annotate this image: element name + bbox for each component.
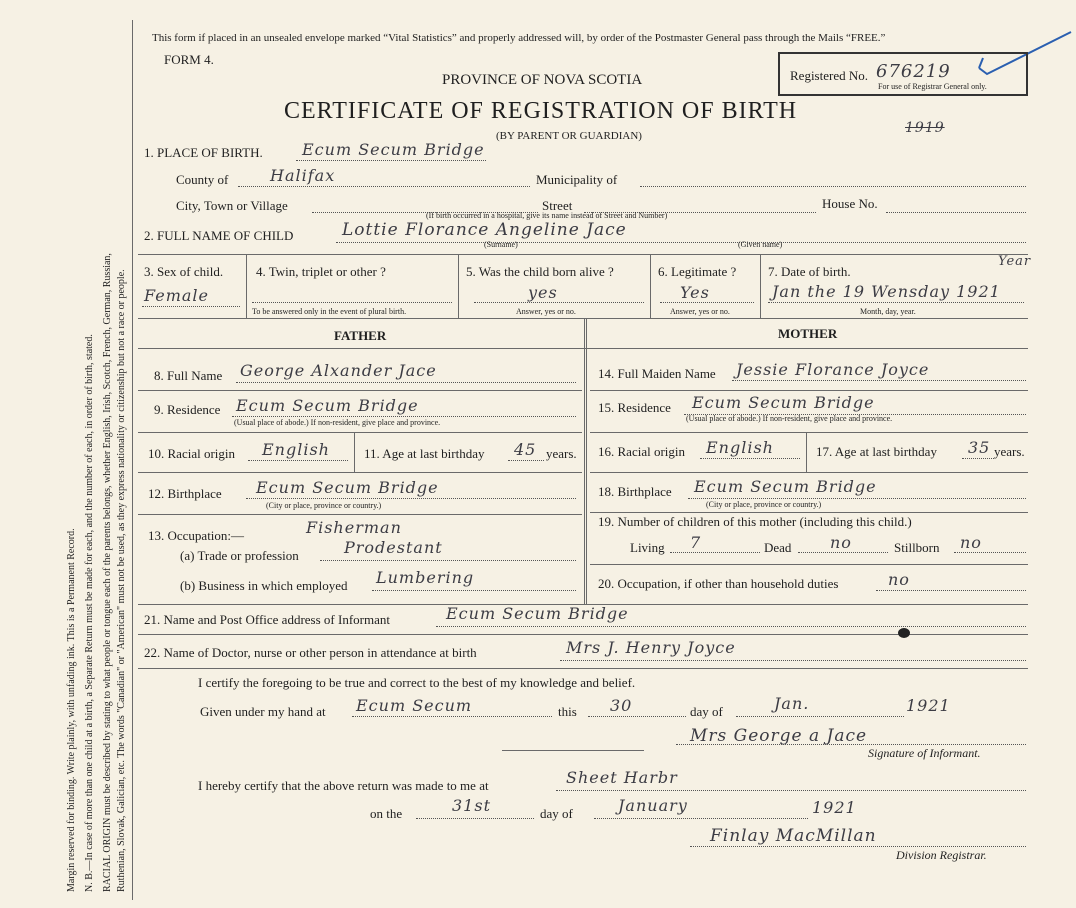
registrar-day-value: 31st [452, 796, 491, 815]
registrar-day-of-label: day of [540, 806, 573, 821]
child-name-label: 2. FULL NAME OF CHILD [144, 228, 294, 243]
stillborn-label: Stillborn [894, 540, 940, 555]
stillborn-value: no [960, 533, 982, 552]
given-month-value: Jan. [774, 694, 810, 713]
margin-rule [132, 20, 133, 900]
birth-date-label: 7. Date of birth. [768, 264, 851, 279]
place-of-birth-value: Ecum Secum Bridge [302, 140, 485, 159]
father-name-label: 8. Full Name [154, 368, 223, 383]
given-year-value: 1921 [906, 696, 951, 715]
mother-occupation-label: 20. Occupation, if other than household duties [598, 576, 839, 591]
certificate-subtitle: (BY PARENT OR GUARDIAN) [496, 130, 642, 142]
mother-name-value: Jessie Florance Joyce [736, 360, 930, 379]
registrar-only-note: For use of Registrar General only. [878, 82, 987, 91]
mother-name-label: 14. Full Maiden Name [598, 366, 716, 381]
father-occupation-value: Fisherman [306, 518, 402, 537]
on-the-label: on the [370, 806, 403, 821]
registered-label: Registered No. [790, 68, 868, 83]
twin-note: To be answered only in the event of plural birth. [252, 307, 407, 316]
given-place-value: Ecum Secum [356, 696, 473, 715]
child-name-value: Lottie Florance Angeline Jace [342, 220, 627, 240]
county-label: County of [176, 172, 229, 187]
alive-label: 5. Was the child born alive ? [466, 264, 614, 279]
living-value: 7 [690, 533, 702, 552]
place-of-birth-label: 1. PLACE OF BIRTH. [144, 145, 263, 160]
margin-note-racial-origin-cont: Ruthenian, Slovak, Galician, etc. The words "Canadian" or "American" must not be used, as they express nationality or citizenship but not a race or people. [116, 269, 127, 892]
legitimate-value: Yes [680, 283, 710, 302]
father-residence-value: Ecum Secum Bridge [236, 396, 419, 415]
registrar-signature: Finlay MacMillan [710, 826, 877, 846]
doctor-label: 22. Name of Doctor, nurse or other person in attendance at birth [144, 645, 477, 660]
margin-note-racial-origin: RACIAL ORIGIN must be described by stating to what people or tongue each of the parents belongs, whether English, Irish, Scotch, French, German, Russian, [102, 253, 113, 892]
twin-label: 4. Twin, triplet or other ? [256, 264, 386, 279]
trade-label: (a) Trade or profession [180, 548, 299, 563]
children-count-label: 19. Number of children of this mother (including this child.) [598, 514, 912, 529]
mother-racial-label: 16. Racial origin [598, 444, 686, 459]
registrar-certify-statement: I hereby certify that the above return was made to me at [198, 778, 489, 793]
legitimate-label: 6. Legitimate ? [658, 264, 737, 279]
dead-value: no [830, 533, 852, 552]
struck-number: 1919 [905, 120, 945, 136]
father-heading: FATHER [334, 328, 387, 343]
mother-residence-value: Ecum Secum Bridge [692, 393, 875, 412]
business-label: (b) Business in which employed [180, 578, 348, 593]
father-age-unit: years. [546, 446, 577, 461]
father-name-value: George Alxander Jace [240, 361, 437, 380]
ink-blot [898, 628, 910, 638]
birth-date-note: Month, day, year. [860, 307, 916, 316]
street-label: Street [542, 198, 573, 213]
mother-age-unit: years. [994, 444, 1025, 459]
alive-value: yes [528, 283, 558, 302]
father-birthplace-label: 12. Birthplace [148, 486, 222, 501]
father-residence-label: 9. Residence [154, 402, 221, 417]
mother-age-label: 17. Age at last birthday [816, 444, 937, 459]
given-under-hand-label: Given under my hand at [200, 704, 326, 719]
registrar-month-value: January [618, 796, 688, 815]
sex-value: Female [144, 286, 209, 305]
municipality-label: Municipality of [536, 172, 618, 187]
father-racial-label: 10. Racial origin [148, 446, 236, 461]
registration-box [778, 52, 1028, 96]
house-number-label: House No. [822, 196, 878, 211]
registrar-year-value: 1921 [812, 798, 857, 817]
alive-note: Answer, yes or no. [516, 307, 576, 316]
legitimate-note: Answer, yes or no. [670, 307, 730, 316]
county-value: Halifax [270, 166, 336, 185]
mother-racial-value: English [706, 438, 774, 457]
dead-label: Dead [764, 540, 792, 555]
margin-note-binding: Margin reserved for binding. Write plainly, with unfading ink. This is a Permanent Record. [66, 528, 77, 892]
mother-age-value: 35 [968, 438, 991, 457]
informant-signature: Mrs George a Jace [690, 726, 868, 746]
form-number: FORM 4. [164, 52, 214, 67]
informant-value: Ecum Secum Bridge [446, 604, 629, 623]
sex-label: 3. Sex of child. [144, 264, 224, 279]
registrar-place-value: Sheet Harbr [566, 768, 678, 787]
surname-note: (Surname) [484, 240, 518, 249]
mother-occupation-value: no [888, 570, 910, 589]
given-day-value: 30 [610, 696, 633, 715]
mother-birthplace-note: (City or place, province or country.) [706, 500, 822, 509]
city-label: City, Town or Village [176, 198, 288, 213]
registrar-caption: Division Registrar. [896, 848, 987, 862]
informant-label: 21. Name and Post Office address of Informant [144, 612, 390, 627]
given-name-note: (Given name) [738, 240, 783, 249]
mother-birthplace-label: 18. Birthplace [598, 484, 672, 499]
certificate-title: CERTIFICATE OF REGISTRATION OF BIRTH [284, 98, 798, 124]
father-racial-value: English [262, 440, 330, 459]
father-birthplace-note: (City or place, province or country.) [266, 501, 382, 510]
father-age-value: 45 [514, 440, 537, 459]
province-heading: PROVINCE OF NOVA SCOTIA [442, 72, 643, 88]
business-value: Lumbering [376, 568, 475, 587]
given-day-of-label: day of [690, 704, 723, 719]
father-residence-note: (Usual place of abode.) If non-resident, give place and province. [234, 418, 441, 427]
mother-residence-label: 15. Residence [598, 400, 671, 415]
mother-heading: MOTHER [778, 326, 838, 341]
father-occupation-label: 13. Occupation:— [148, 528, 245, 543]
trade-value: Prodestant [344, 538, 443, 557]
postal-notice: This form if placed in an unsealed envelope marked “Vital Statistics” and properly addressed will, by order of the Postmaster General pass through the Mails “FREE.” [152, 32, 886, 44]
living-label: Living [630, 540, 665, 555]
doctor-value: Mrs J. Henry Joyce [566, 638, 736, 657]
margin-note-multiple-births: N. B.—In case of more than one child at a birth, a Separate Return must be made for each, and the number of each, in order of birth, stated. [84, 334, 95, 892]
hospital-note: (If birth occurred in a hospital, give its name instead of Street and Number) [426, 211, 668, 220]
father-age-label: 11. Age at last birthday [364, 446, 485, 461]
birth-date-value: Jan the 19 Wensday 1921 [772, 282, 1001, 301]
father-birthplace-value: Ecum Secum Bridge [256, 478, 439, 497]
certify-statement: I certify the foregoing to be true and correct to the best of my knowledge and belief. [198, 675, 636, 690]
registered-number: 676219 [876, 61, 951, 82]
birth-year-note: Year [998, 254, 1032, 269]
mother-birthplace-value: Ecum Secum Bridge [694, 477, 877, 496]
informant-signature-caption: Signature of Informant. [868, 746, 981, 760]
mother-residence-note: (Usual place of abode.) If non-resident, give place and province. [686, 414, 893, 423]
this-label: this [558, 704, 577, 719]
